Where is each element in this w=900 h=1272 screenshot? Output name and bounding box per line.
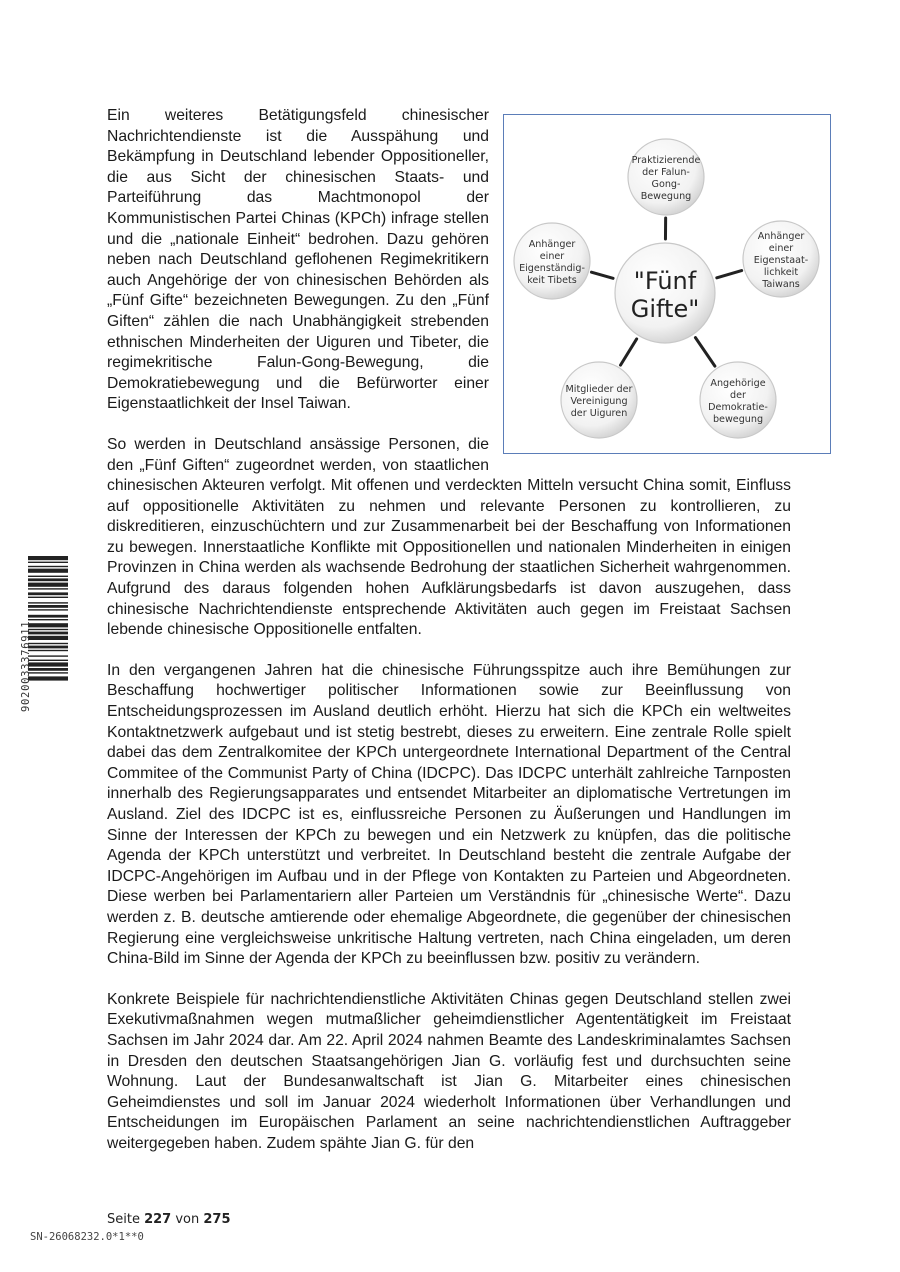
barcode-bar	[28, 623, 68, 627]
barcode-bar	[28, 556, 68, 560]
uiguren-node-label: Mitglieder der Vereinigung der Uiguren	[565, 384, 633, 420]
barcode-bar	[28, 592, 68, 595]
tibet-node-label: Anhänger einer Eigenständig-keit Tibets	[519, 239, 585, 287]
barcode-bar	[28, 655, 68, 656]
falun-gong-node-label: Praktizierende der Falun-Gong-Bewegung	[631, 155, 701, 203]
barcode-bar	[28, 578, 68, 581]
center-label: "Fünf Gifte"	[630, 266, 700, 323]
barcode-bar	[28, 629, 68, 630]
barcode-bar	[28, 636, 68, 640]
barcode-bar	[28, 597, 68, 598]
barcode-bar	[28, 646, 68, 649]
paragraph-4: Konkrete Beispiele für nachrichtendienstliche Aktivitäten Chinas gegen Deutschland stellen zwei Exekutivmaßnahmen wegen mutmaßlicher geheimdienstlicher Agententätigkeit im Freistaat Sachsen im Jahr 2024 dar. Am 22. April 2024 nahmen Beamte des Landeskriminalamtes Sachsen in Dresden den deutschen Staatsangehörigen Jian G. vorläufig fest und durchsuchten seine Wohnung. Laut der Bundesanwaltschaft ist Jian G. Mitarbeiter eines chinesischen Geheimdienstes und soll im Januar 2024 wiederholt Informationen über Verhandlungen und Entscheidungen im Europäischen Parlament an seine nachrichtendienstlichen Auftraggeber weitergegeben haben. Zudem spähte Jian G. für den	[107, 990, 791, 1152]
barcode-bar	[28, 632, 68, 635]
page-total: 275	[203, 1212, 231, 1227]
page-prefix: Seite	[107, 1212, 145, 1227]
document-id: SN-26068232.0*1**0	[30, 1231, 144, 1243]
barcode-bars	[28, 556, 68, 712]
barcode-bar	[28, 602, 68, 603]
barcode	[28, 556, 68, 712]
barcode-bar	[28, 588, 68, 589]
document-body	[107, 106, 809, 1175]
paragraph-1: Ein weiteres Betätigungsfeld chinesischer Nachrichtendienste ist die Ausspähung und Bekämpfung in Deutschland lebender Oppositioneller, die aus Sicht der chinesischen Staats- und Parteiführung das Machtmonopol der Kommunistischen Partei Chinas (KPCh) infrage stellen und die „nationale Einheit“ bedrohen. Dazu gehören neben nach Deutschland geflohenen Regimekritikern auch Angehörige der von chinesischen Behörden als „Fünf Gifte“ bezeichneten Bewegungen. Zu den „Fünf Giften“ zählen die nach Unabhängigkeit strebenden ethnischen Minderheiten der Uiguren und Tibeter, die regimekritische Falun-Gong-Bewegung, die Demokratiebewegung und die Befürworter einer Eigenstaatlichkeit der Insel Taiwan.	[107, 107, 489, 413]
barcode-bar	[28, 660, 68, 661]
diagram-svg	[504, 115, 830, 453]
barcode-bar	[28, 662, 68, 666]
fuenf-gifte-diagram	[503, 114, 831, 454]
connector-line	[591, 272, 613, 278]
page-number	[107, 1212, 231, 1227]
barcode-bar	[28, 672, 68, 673]
barcode-bar	[28, 576, 68, 577]
barcode-bar	[28, 583, 68, 587]
barcode-digits: 9020033376911	[20, 620, 32, 712]
barcode-bar	[28, 619, 68, 620]
barcode-bar	[28, 668, 68, 671]
barcode-bar	[28, 650, 68, 651]
taiwan-node-label: Anhänger einer Eigenstaat-lichkeit Taiwans	[753, 231, 809, 291]
barcode-bar	[28, 605, 68, 608]
barcode-bar	[28, 615, 68, 618]
page-current: 227	[144, 1212, 172, 1227]
barcode-bar	[28, 609, 68, 610]
connector-line	[695, 338, 714, 367]
barcode-bar	[28, 643, 68, 644]
paragraph-2: So werden in Deutschland ansässige Personen, die den „Fünf Giften“ zugeordnet werden, von staatlichen chinesischen Akteuren verfolgt. Mit offenen und verdeckten Mitteln versucht China somit, Einfluss auf oppositionelle Aktivitäten zu nehmen und relevante Personen zu kontrollieren, zu diskreditieren, einzuschüchtern und zur Zusammenarbeit bei der Beschaffung von Informationen zu bewegen. Innerstaatliche Konflikte mit Oppositionellen und nationalen Minderheiten in einigen Provinzen in China werden als wachsende Bedrohung der staatlichen Sicherheit wahrgenommen. Aufgrund des daraus folgenden hohen Aufklärungsbedarfs ist davon auszugehen, dass chinesische Nachrichtendienste entsprechende Aktivitäten auch gegen im Freistaat Sachsen lebende chinesische Oppositionelle entfalten.	[107, 435, 791, 639]
connector-line	[621, 339, 637, 365]
barcode-bar	[28, 566, 68, 567]
connector-line	[717, 271, 742, 278]
page-middle: von	[171, 1212, 204, 1227]
barcode-bar	[28, 676, 68, 680]
barcode-bar	[28, 569, 68, 573]
democracy-node-label: Angehörige der Demokratie-bewegung	[708, 378, 768, 426]
barcode-bar	[28, 562, 68, 563]
paragraph-3: In den vergangenen Jahren hat die chinesische Führungsspitze auch ihre Bemühungen zur Beschaffung hochwertiger politischer Informationen sowie zur Beeinflussung von Entscheidungsprozessen im Ausland deutlich erhöht. Hierzu hat sich die KPCh ein weltweites Kontaktnetzwerk aufgebaut und ist stetig bestrebt, dieses zu erweitern. Eine zentrale Rolle spielt dabei das dem Zentralkomitee der KPCh untergeordnete International Department of the Central Commitee of the Communist Party of China (IDCPC). Das IDCPC unterhält zahlreiche Tarnposten innerhalb des Regierungsapparates und entsendet Mitarbeiter an diplomatische Vertretungen im Ausland. Ziel des IDCPC ist es, einflussreiche Personen zu Äußerungen und Handlungen im Sinne der Interessen der KPCh zu bewegen und ein Netzwerk zu knüpfen, das die politische Agenda der KPCh unterstützt und verbreitet. In Deutschland besteht die zentrale Aufgabe der IDCPC-Angehörigen im Aufbau und in der Pflege von Kontakten zu Parteien und Abgeordneten. Diese werben bei Parlamentariern aller Parteien um Verständnis für „chinesische Werte“. Dazu werden z. B. deutsche amtierende oder ehemalige Abgeordnete, die gegenüber der chinesischen Regierung eine vergleichsweise unkritische Haltung vertreten, nach China eingeladen, um deren China-Bild im Sinne der Agenda der KPCh zu beeinflussen bzw. positiv zu verändern.	[107, 661, 791, 968]
